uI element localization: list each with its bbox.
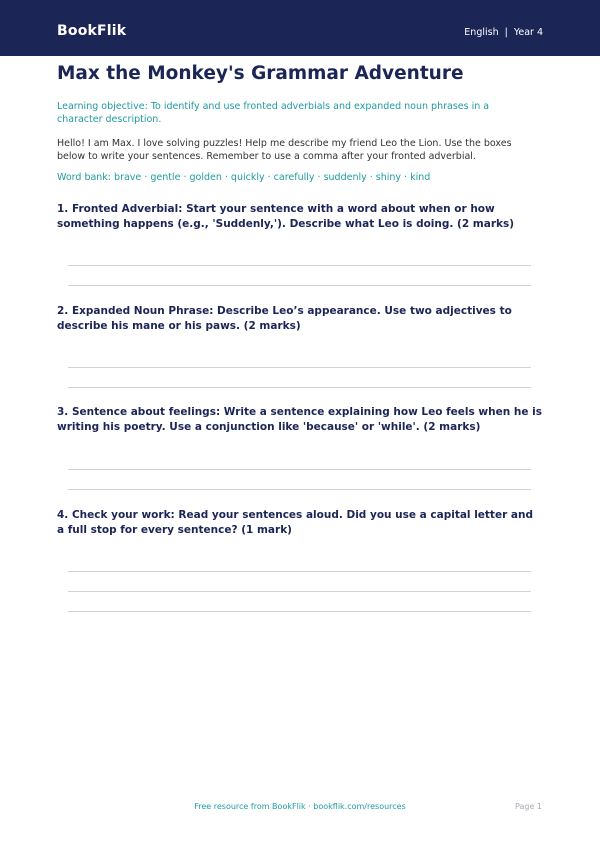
answer-line[interactable] bbox=[68, 367, 531, 368]
answer-line[interactable] bbox=[68, 571, 531, 572]
subject-label: English bbox=[464, 27, 499, 38]
page-number: Page 1 bbox=[515, 802, 542, 811]
question-2: 2. Expanded Noun Phrase: Describe Leo’s appearance. Use two adjectives to describe his mane or his paws. (2 marks) bbox=[57, 305, 512, 332]
brand-logo[interactable]: BookFlik bbox=[57, 23, 127, 39]
year-label: Year 4 bbox=[513, 27, 543, 38]
answer-line[interactable] bbox=[68, 387, 531, 388]
intro-text: Hello! I am Max. I love solving puzzles! Help me describe my friend Leo the Lion. Use the boxes below to write your sentences. Remember to use a comma after your fronted adverbial. bbox=[57, 138, 512, 162]
subject-year bbox=[464, 27, 543, 38]
footer-note[interactable]: Free resource from BookFlik · bookflik.com/resources bbox=[194, 802, 406, 811]
question-4: 4. Check your work: Read your sentences aloud. Did you use a capital letter and a full stop for every sentence? (1 mark) bbox=[57, 509, 533, 536]
answer-line[interactable] bbox=[68, 285, 531, 286]
question-1: 1. Fronted Adverbial: Start your sentence with a word about when or how something happens (e.g., 'Suddenly,'). Describe what Leo is doing. (2 marks) bbox=[57, 203, 515, 230]
answer-line[interactable] bbox=[68, 591, 531, 592]
answer-line[interactable] bbox=[68, 611, 531, 612]
word-bank: Word bank: brave · gentle · golden · quickly · carefully · suddenly · shiny · kind bbox=[57, 172, 431, 183]
page-title: Max the Monkey's Grammar Adventure bbox=[57, 63, 464, 84]
answer-line[interactable] bbox=[68, 489, 531, 490]
learning-objective: Learning objective: To identify and use fronted adverbials and expanded noun phrases in a character description. bbox=[57, 101, 490, 125]
answer-line[interactable] bbox=[68, 469, 531, 470]
header-bar bbox=[0, 0, 600, 56]
answer-line[interactable] bbox=[68, 265, 531, 266]
question-3: 3. Sentence about feelings: Write a sentence explaining how Leo feels when he is writing his poetry. Use a conjunction like 'because' or 'while'. (2 marks) bbox=[57, 406, 542, 433]
meta-separator: | bbox=[504, 27, 508, 38]
